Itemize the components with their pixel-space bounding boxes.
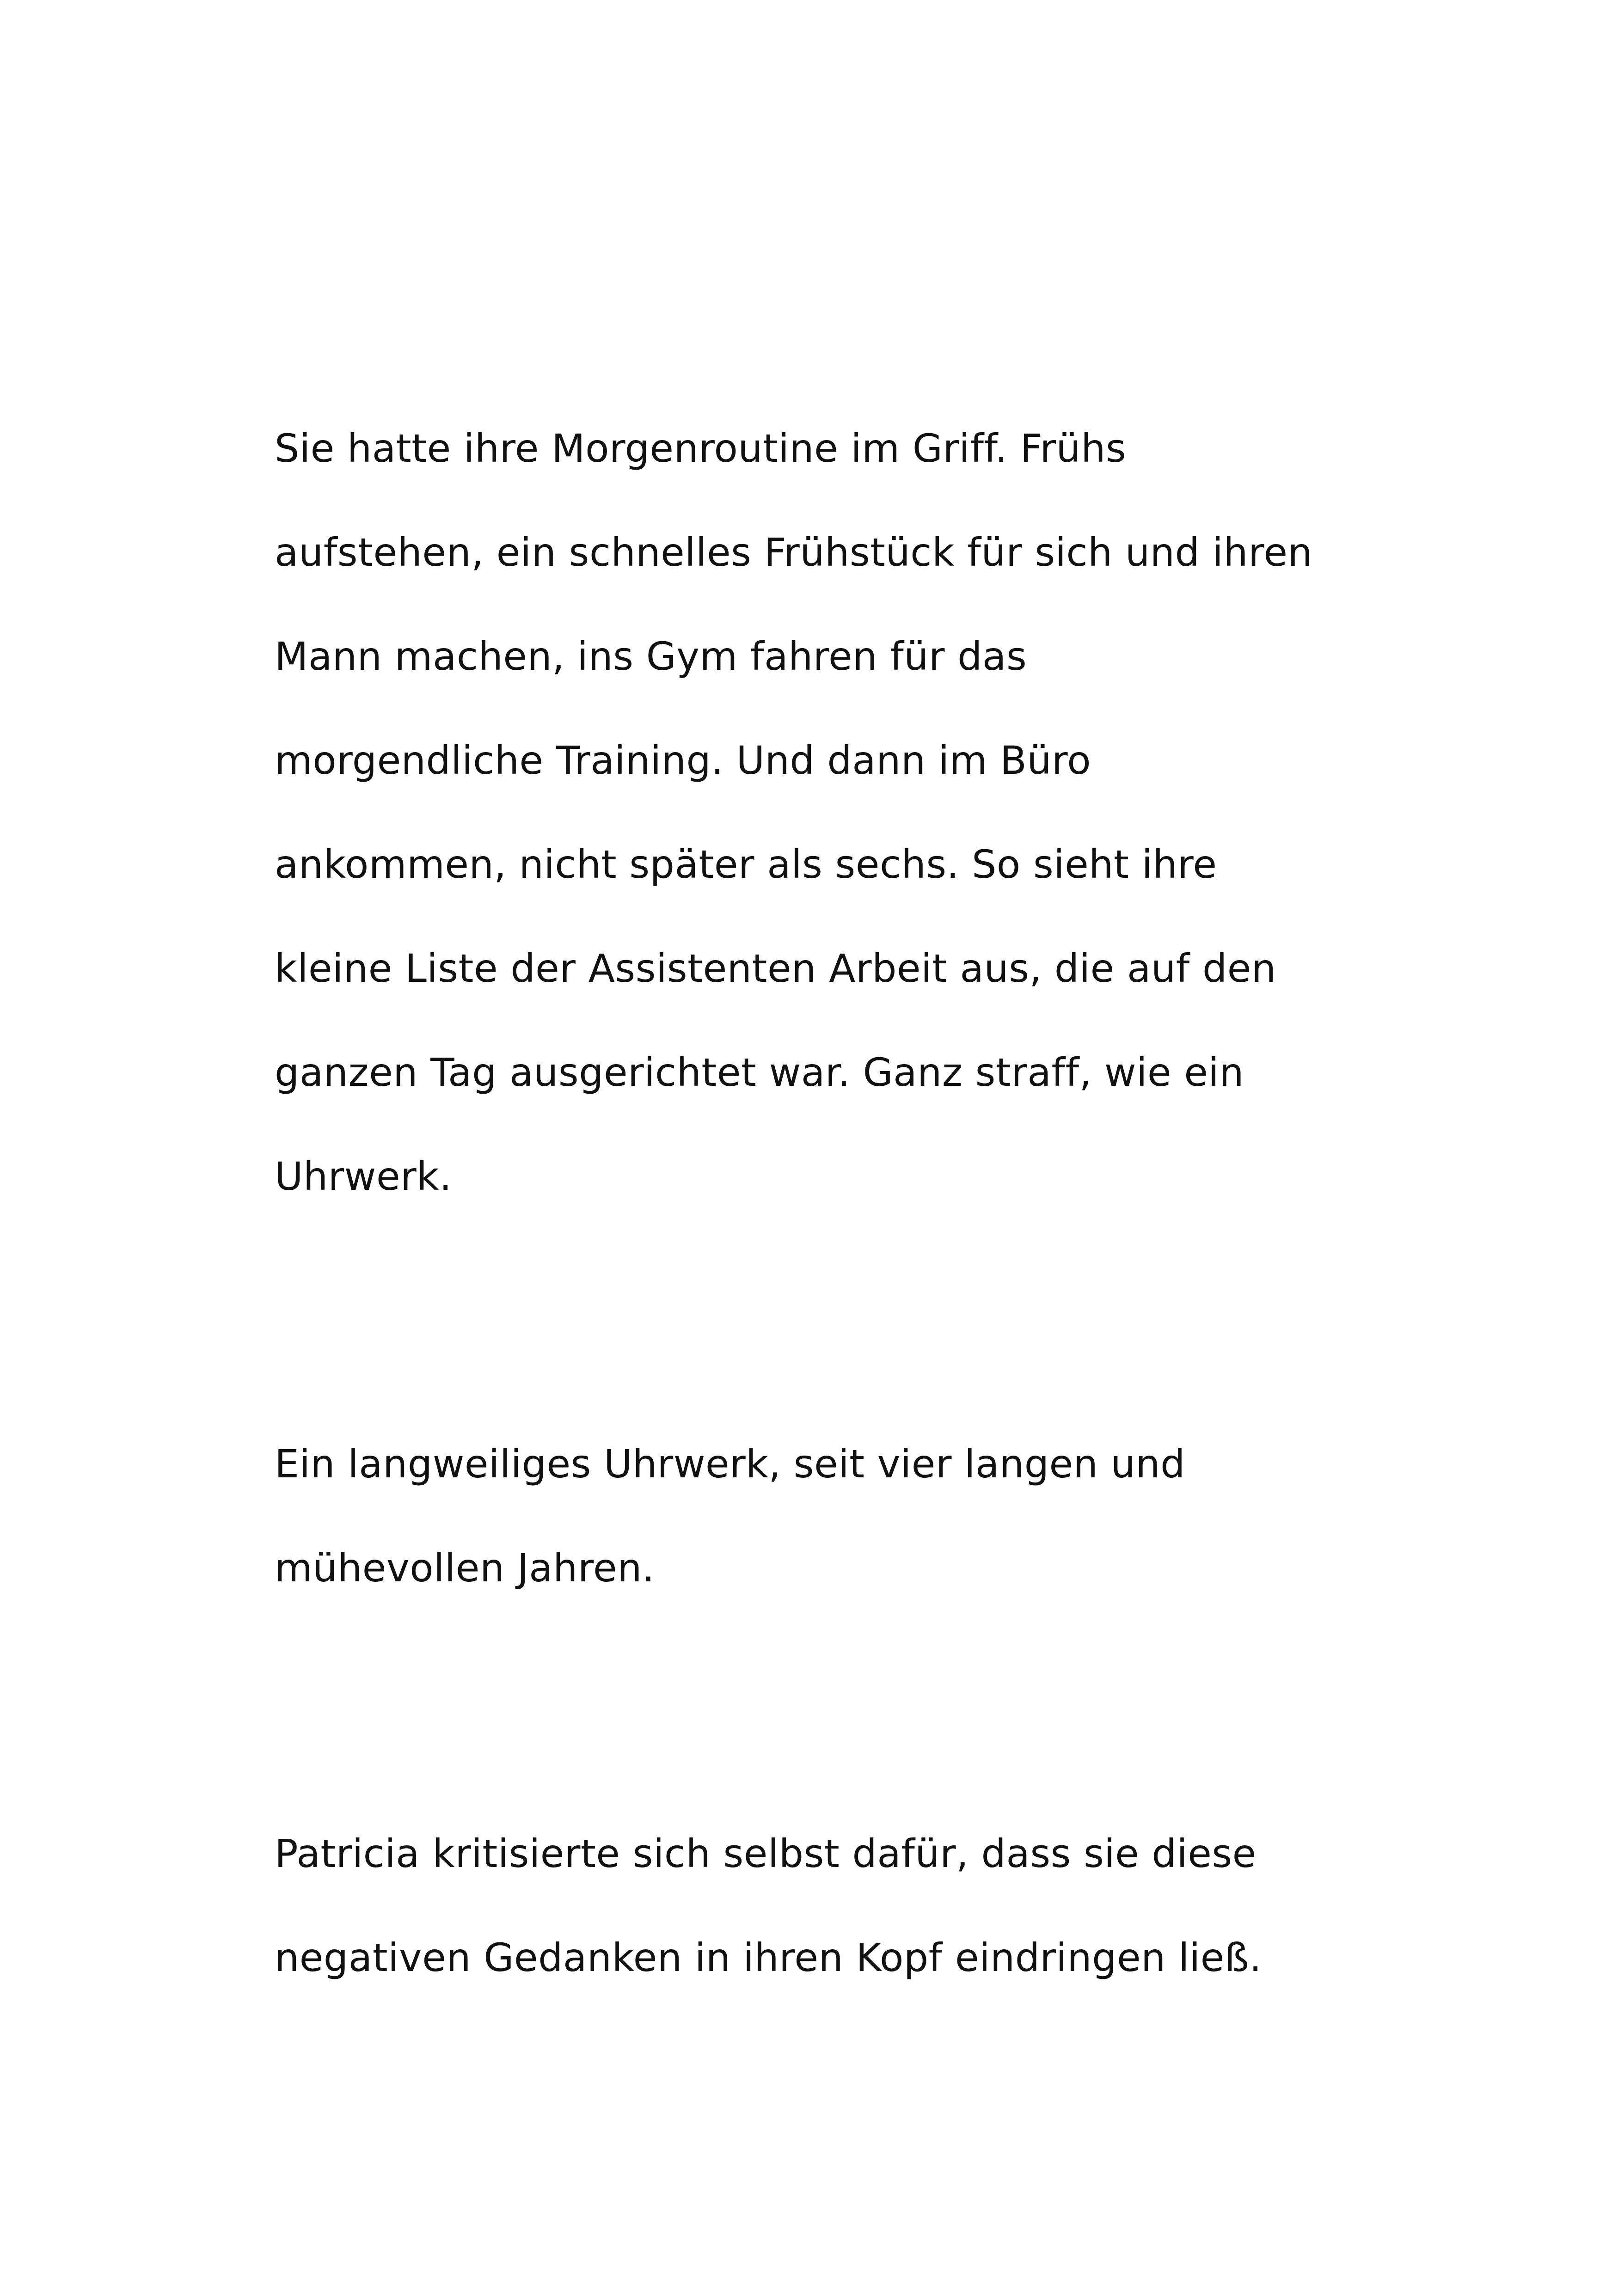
text-line: ganzen Tag ausgerichtet war. Ganz straff, wie ein — [275, 1050, 1244, 1095]
text-line: Mann machen, ins Gym fahren für das — [275, 634, 1027, 679]
text-line: Uhrwerk. — [275, 1154, 452, 1199]
text-line: negativen Gedanken in ihren Kopf eindringen ließ. — [275, 1935, 1262, 1980]
text-line: Sie hatte ihre Morgenroutine im Griff. Frühs — [275, 426, 1127, 471]
text-line: morgendliche Training. Und dann im Büro — [275, 738, 1091, 783]
text-line: aufstehen, ein schnelles Frühstück für sich und ihren — [275, 530, 1313, 575]
text-line: ankommen, nicht später als sechs. So sieht ihre — [275, 842, 1217, 887]
text-line: mühevollen Jahren. — [275, 1545, 655, 1591]
text-line: kleine Liste der Assistenten Arbeit aus, die auf den — [275, 946, 1276, 991]
text-line: Ein langweiliges Uhrwerk, seit vier langen und — [275, 1441, 1185, 1487]
text-line: Patricia kritisierte sich selbst dafür, dass sie diese — [275, 1831, 1256, 1876]
